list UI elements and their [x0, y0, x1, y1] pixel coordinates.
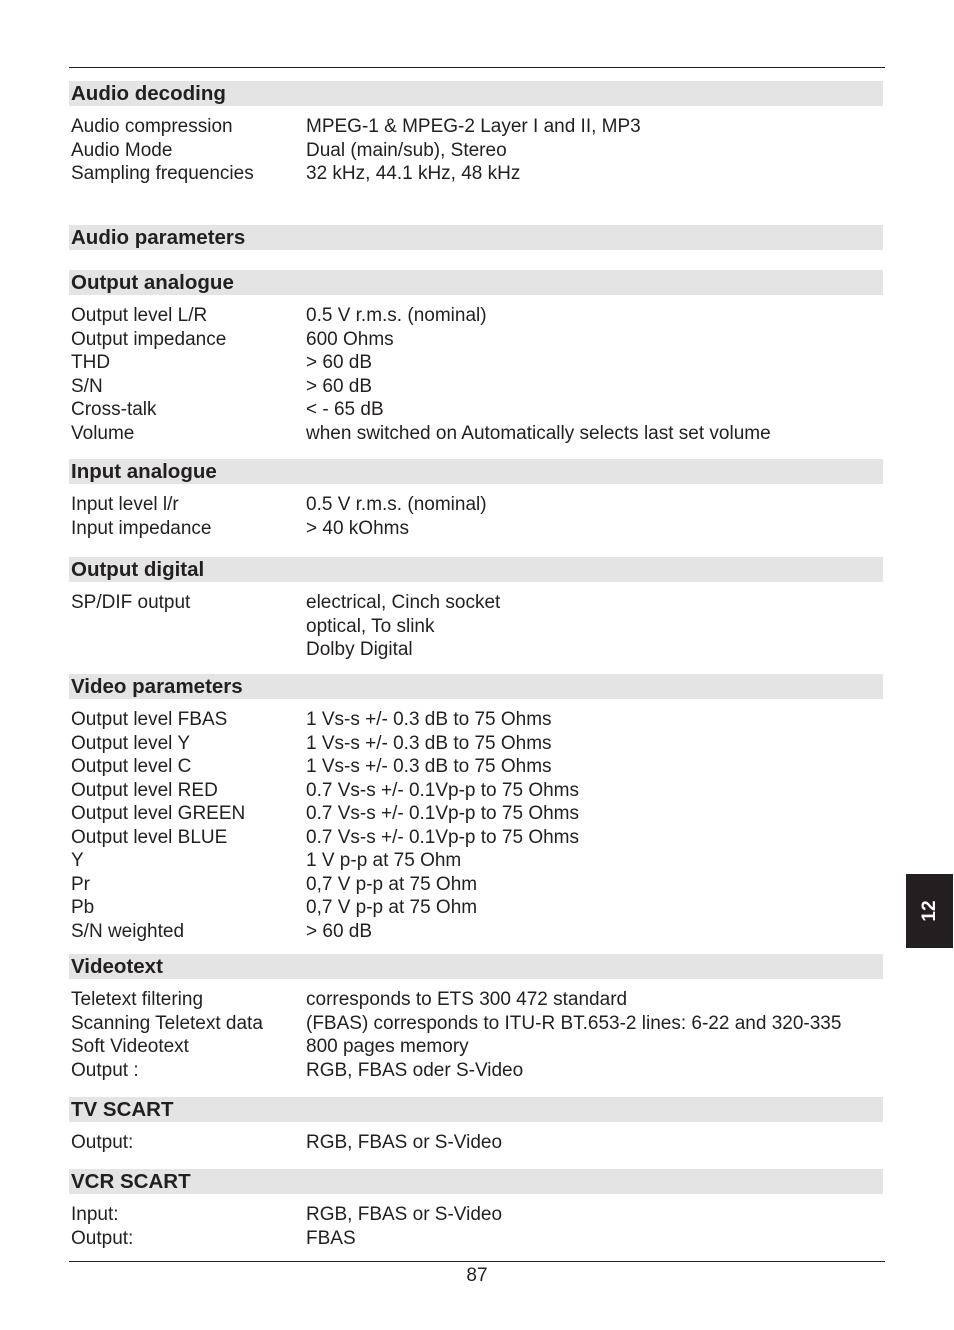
spec-label: Audio Mode: [71, 139, 173, 161]
spec-value: RGB, FBAS oder S-Video: [306, 1059, 524, 1081]
spec-value: 1 Vs-s +/- 0.3 dB to 75 Ohms: [306, 709, 552, 730]
chapter-tab-label: 12: [918, 900, 940, 922]
spec-label: Pr: [71, 873, 90, 895]
spec-row: [71, 304, 883, 328]
spec-row: [71, 328, 883, 352]
spec-row: [71, 1203, 883, 1227]
spec-value: 800 pages memory: [306, 1036, 469, 1057]
spec-row: [71, 873, 883, 897]
spec-row: [71, 591, 883, 615]
spec-label: Output level FBAS: [71, 709, 228, 730]
chapter-tab: [906, 874, 953, 948]
spec-value: when switched on Automatically selects last set volume: [306, 422, 771, 444]
spec-label: Output level RED: [71, 779, 218, 801]
section-heading: Audio parameters: [69, 225, 883, 250]
spec-row: [71, 115, 883, 139]
spec-label: Output level Y: [71, 732, 191, 754]
spec-row: [71, 920, 883, 944]
spec-row: [71, 826, 883, 850]
spec-value: Dolby Digital: [306, 639, 413, 660]
spec-value: Dual (main/sub), Stereo: [306, 139, 507, 161]
spec-value: FBAS: [306, 1227, 356, 1249]
spec-label: Output impedance: [71, 328, 227, 350]
spec-row: [71, 398, 883, 422]
spec-value: corresponds to ETS 300 472 standard: [306, 989, 628, 1010]
spec-label: Output :: [71, 1059, 139, 1081]
spec-label: Volume: [71, 422, 135, 444]
spec-value: 0.7 Vs-s +/- 0.1Vp-p to 75 Ohms: [306, 779, 579, 801]
spec-value: (FBAS) corresponds to ITU-R BT.653-2 lines: 6-22 and 320-335: [306, 1012, 842, 1034]
spec-label: Input level l/r: [71, 494, 179, 515]
section-heading: Output analogue: [69, 270, 883, 295]
spec-row: [71, 779, 883, 803]
spec-label: Output level GREEN: [71, 803, 246, 824]
spec-label: Sampling frequencies: [71, 163, 254, 184]
section-heading: VCR SCART: [69, 1169, 883, 1194]
spec-value: 0.5 V r.m.s. (nominal): [306, 494, 487, 515]
spec-row: [71, 517, 883, 541]
spec-label: SP/DIF output: [71, 592, 191, 613]
spec-row: [71, 849, 883, 873]
spec-row: [71, 988, 883, 1012]
spec-value: > 60 dB: [306, 352, 373, 373]
section-heading: Video parameters: [69, 674, 883, 699]
section-heading: Input analogue: [69, 459, 883, 484]
spec-label: Output level L/R: [71, 305, 208, 326]
spec-row: [71, 1131, 883, 1155]
spec-row: [71, 1059, 883, 1083]
spec-label: Scanning Teletext data: [71, 1012, 263, 1034]
spec-row: [71, 139, 883, 163]
spec-row: [71, 708, 883, 732]
page-number: 87: [466, 1265, 488, 1286]
spec-value: > 60 dB: [306, 920, 373, 942]
spec-row: [71, 422, 883, 446]
spec-row: [71, 755, 883, 779]
spec-row: [71, 493, 883, 517]
spec-label: Input:: [71, 1204, 119, 1225]
bottom-rule: [69, 1261, 885, 1262]
spec-value: > 60 dB: [306, 375, 373, 397]
spec-value: 0,7 V p-p at 75 Ohm: [306, 873, 478, 895]
spec-value: 0.7 Vs-s +/- 0.1Vp-p to 75 Ohms: [306, 826, 579, 848]
spec-label: Input impedance: [71, 517, 212, 539]
spec-value: 0.5 V r.m.s. (nominal): [306, 305, 487, 326]
spec-row: [71, 732, 883, 756]
spec-row: [71, 638, 883, 662]
top-rule: [69, 67, 885, 68]
spec-label: S/N weighted: [71, 920, 185, 942]
spec-row: [71, 615, 883, 639]
spec-row: [71, 1035, 883, 1059]
spec-row: [71, 162, 883, 186]
spec-label: Pb: [71, 897, 95, 918]
spec-label: Output level C: [71, 756, 192, 777]
spec-label: Output:: [71, 1132, 134, 1153]
spec-label: THD: [71, 352, 111, 373]
spec-value: 0,7 V p-p at 75 Ohm: [306, 897, 478, 918]
spec-value: 600 Ohms: [306, 328, 394, 350]
spec-value: 1 Vs-s +/- 0.3 dB to 75 Ohms: [306, 732, 552, 754]
spec-value: < - 65 dB: [306, 399, 384, 420]
spec-value: > 40 kOhms: [306, 517, 409, 539]
spec-label: Output level BLUE: [71, 826, 228, 848]
spec-value: 0.7 Vs-s +/- 0.1Vp-p to 75 Ohms: [306, 803, 579, 824]
spec-row: [71, 896, 883, 920]
spec-value: RGB, FBAS or S-Video: [306, 1132, 503, 1153]
spec-label: Audio compression: [71, 116, 233, 137]
spec-label: Soft Videotext: [71, 1036, 189, 1057]
spec-label: Cross-talk: [71, 399, 157, 420]
spec-value: 1 V p-p at 75 Ohm: [306, 850, 462, 871]
spec-label: Teletext filtering: [71, 989, 204, 1010]
spec-row: [71, 802, 883, 826]
spec-value: electrical, Cinch socket: [306, 592, 501, 613]
spec-row: [71, 1012, 883, 1036]
spec-row: [71, 351, 883, 375]
section-heading: TV SCART: [69, 1097, 883, 1122]
section-heading: Output digital: [69, 557, 883, 582]
spec-label: Output:: [71, 1227, 134, 1249]
section-heading: Videotext: [69, 954, 883, 979]
spec-value: RGB, FBAS or S-Video: [306, 1204, 503, 1225]
spec-value: optical, To slink: [306, 615, 435, 637]
section-heading: Audio decoding: [69, 81, 883, 106]
spec-label: Y: [71, 850, 84, 871]
spec-row: [71, 1227, 883, 1251]
spec-value: 32 kHz, 44.1 kHz, 48 kHz: [306, 163, 521, 184]
spec-value: MPEG-1 & MPEG-2 Layer I and II, MP3: [306, 116, 641, 137]
spec-label: S/N: [71, 375, 103, 397]
spec-value: 1 Vs-s +/- 0.3 dB to 75 Ohms: [306, 756, 552, 777]
spec-row: [71, 375, 883, 399]
